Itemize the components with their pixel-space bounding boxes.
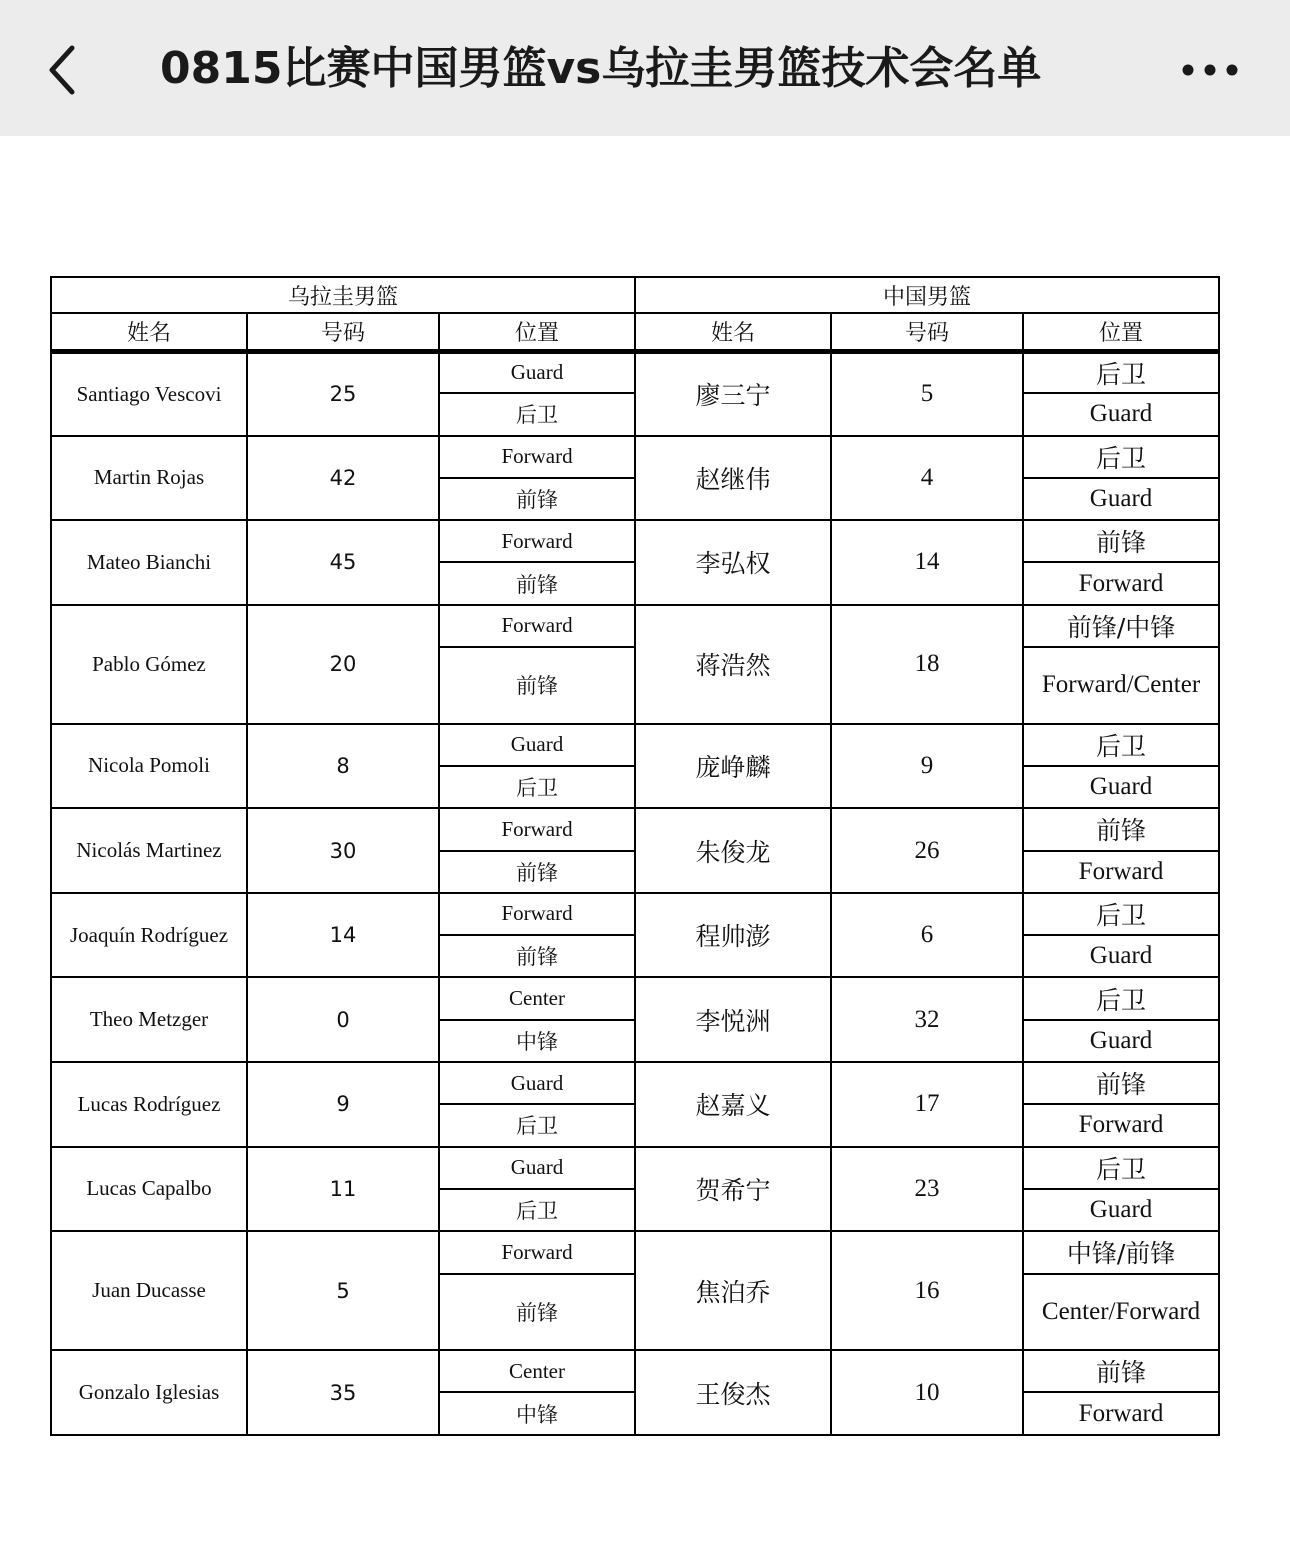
uruguay-player-number: 25 [247,351,439,436]
china-player-name: 李悦洲 [635,977,831,1062]
uruguay-position-en: Forward [439,436,635,478]
china-position-cn: 后卫 [1023,351,1219,393]
uruguay-player-number: 35 [247,1350,439,1435]
china-player-name: 庞峥麟 [635,724,831,809]
china-position-en: Guard [1023,935,1219,977]
table-row [51,1350,1219,1392]
column-header-position: 位置 [439,313,635,351]
china-position-cn: 前锋 [1023,1350,1219,1392]
uruguay-player-number: 9 [247,1062,439,1147]
uruguay-player-number: 8 [247,724,439,809]
uruguay-player-name: Joaquín Rodríguez [51,893,247,978]
china-position-en: Guard [1023,393,1219,435]
china-player-name: 赵继伟 [635,436,831,521]
uruguay-player-name: Gonzalo Iglesias [51,1350,247,1435]
uruguay-player-name: Santiago Vescovi [51,351,247,436]
uruguay-player-number: 42 [247,436,439,521]
china-player-number: 16 [831,1231,1023,1350]
uruguay-position-cn: 前锋 [439,478,635,520]
uruguay-position-en: Forward [439,893,635,935]
china-position-en: Guard [1023,1020,1219,1062]
uruguay-player-number: 0 [247,977,439,1062]
uruguay-position-en: Forward [439,605,635,647]
china-position-cn: 后卫 [1023,893,1219,935]
china-position-cn: 后卫 [1023,1147,1219,1189]
uruguay-position-en: Center [439,1350,635,1392]
uruguay-player-name: Nicola Pomoli [51,724,247,809]
uruguay-position-cn: 中锋 [439,1020,635,1062]
table-row [51,1231,1219,1273]
uruguay-player-number: 45 [247,520,439,605]
table-row [51,1147,1219,1189]
china-player-number: 23 [831,1147,1023,1232]
china-position-cn: 前锋/中锋 [1023,605,1219,647]
china-position-en: Guard [1023,766,1219,808]
column-header-number: 号码 [831,313,1023,351]
china-player-number: 6 [831,893,1023,978]
team-header-china: 中国男篮 [635,277,1219,313]
china-player-name: 朱俊龙 [635,808,831,893]
china-player-number: 26 [831,808,1023,893]
china-position-en: Forward/Center [1023,647,1219,724]
table-row [51,1062,1219,1104]
china-position-cn: 前锋 [1023,520,1219,562]
china-position-cn: 前锋 [1023,808,1219,850]
china-player-name: 焦泊乔 [635,1231,831,1350]
uruguay-player-name: Pablo Gómez [51,605,247,724]
china-player-number: 18 [831,605,1023,724]
uruguay-position-cn: 前锋 [439,647,635,724]
uruguay-player-number: 11 [247,1147,439,1232]
china-position-en: Guard [1023,1189,1219,1231]
uruguay-position-cn: 中锋 [439,1392,635,1435]
uruguay-position-cn: 后卫 [439,1189,635,1231]
chevron-left-icon[interactable] [38,40,90,98]
table-row [51,436,1219,478]
china-player-number: 32 [831,977,1023,1062]
team-header-uruguay: 乌拉圭男篮 [51,277,635,313]
china-player-number: 9 [831,724,1023,809]
china-player-number: 5 [831,351,1023,436]
roster-table [50,276,1220,1436]
column-header-name: 姓名 [51,313,247,351]
china-position-cn: 后卫 [1023,977,1219,1019]
china-position-en: Forward [1023,851,1219,893]
more-horizontal-icon[interactable] [1178,50,1242,90]
china-player-name: 贺希宁 [635,1147,831,1232]
uruguay-position-cn: 前锋 [439,851,635,893]
china-player-name: 赵嘉义 [635,1062,831,1147]
china-position-en: Forward [1023,562,1219,604]
uruguay-position-en: Guard [439,724,635,766]
table-row [51,520,1219,562]
table-row [51,977,1219,1019]
china-player-name: 廖三宁 [635,351,831,436]
china-position-en: Forward [1023,1104,1219,1146]
china-player-number: 10 [831,1350,1023,1435]
uruguay-player-name: Theo Metzger [51,977,247,1062]
uruguay-position-cn: 前锋 [439,935,635,977]
column-header-number: 号码 [247,313,439,351]
column-header-name: 姓名 [635,313,831,351]
china-position-cn: 中锋/前锋 [1023,1231,1219,1273]
china-player-number: 14 [831,520,1023,605]
uruguay-player-name: Nicolás Martinez [51,808,247,893]
uruguay-position-en: Guard [439,351,635,393]
china-player-name: 程帅澎 [635,893,831,978]
page-title: 0815比赛中国男篮vs乌拉圭男篮技术会名单 [160,43,1042,94]
uruguay-player-name: Lucas Rodríguez [51,1062,247,1147]
uruguay-player-name: Juan Ducasse [51,1231,247,1350]
uruguay-position-cn: 后卫 [439,766,635,808]
uruguay-player-name: Mateo Bianchi [51,520,247,605]
uruguay-position-cn: 前锋 [439,1274,635,1351]
table-row [51,724,1219,766]
uruguay-position-cn: 后卫 [439,1104,635,1146]
china-player-name: 李弘权 [635,520,831,605]
uruguay-player-number: 20 [247,605,439,724]
china-player-name: 王俊杰 [635,1350,831,1435]
uruguay-player-number: 30 [247,808,439,893]
china-player-number: 17 [831,1062,1023,1147]
table-row [51,808,1219,850]
top-nav-bar [0,0,1290,136]
uruguay-position-en: Guard [439,1147,635,1189]
table-row [51,605,1219,647]
table-row [51,893,1219,935]
china-position-cn: 后卫 [1023,724,1219,766]
table-row [51,351,1219,393]
china-position-en: Guard [1023,478,1219,520]
uruguay-position-cn: 后卫 [439,393,635,435]
china-player-number: 4 [831,436,1023,521]
china-player-name: 蒋浩然 [635,605,831,724]
roster-body [51,351,1219,1435]
uruguay-player-name: Martin Rojas [51,436,247,521]
uruguay-position-cn: 前锋 [439,562,635,604]
uruguay-position-en: Forward [439,1231,635,1273]
uruguay-position-en: Forward [439,520,635,562]
china-position-cn: 后卫 [1023,436,1219,478]
china-position-en: Forward [1023,1392,1219,1435]
uruguay-player-name: Lucas Capalbo [51,1147,247,1232]
uruguay-position-en: Forward [439,808,635,850]
title-fade-overlay [1062,30,1132,110]
column-header-position: 位置 [1023,313,1219,351]
uruguay-position-en: Center [439,977,635,1019]
china-position-cn: 前锋 [1023,1062,1219,1104]
uruguay-player-number: 5 [247,1231,439,1350]
china-position-en: Center/Forward [1023,1274,1219,1351]
uruguay-player-number: 14 [247,893,439,978]
uruguay-position-en: Guard [439,1062,635,1104]
